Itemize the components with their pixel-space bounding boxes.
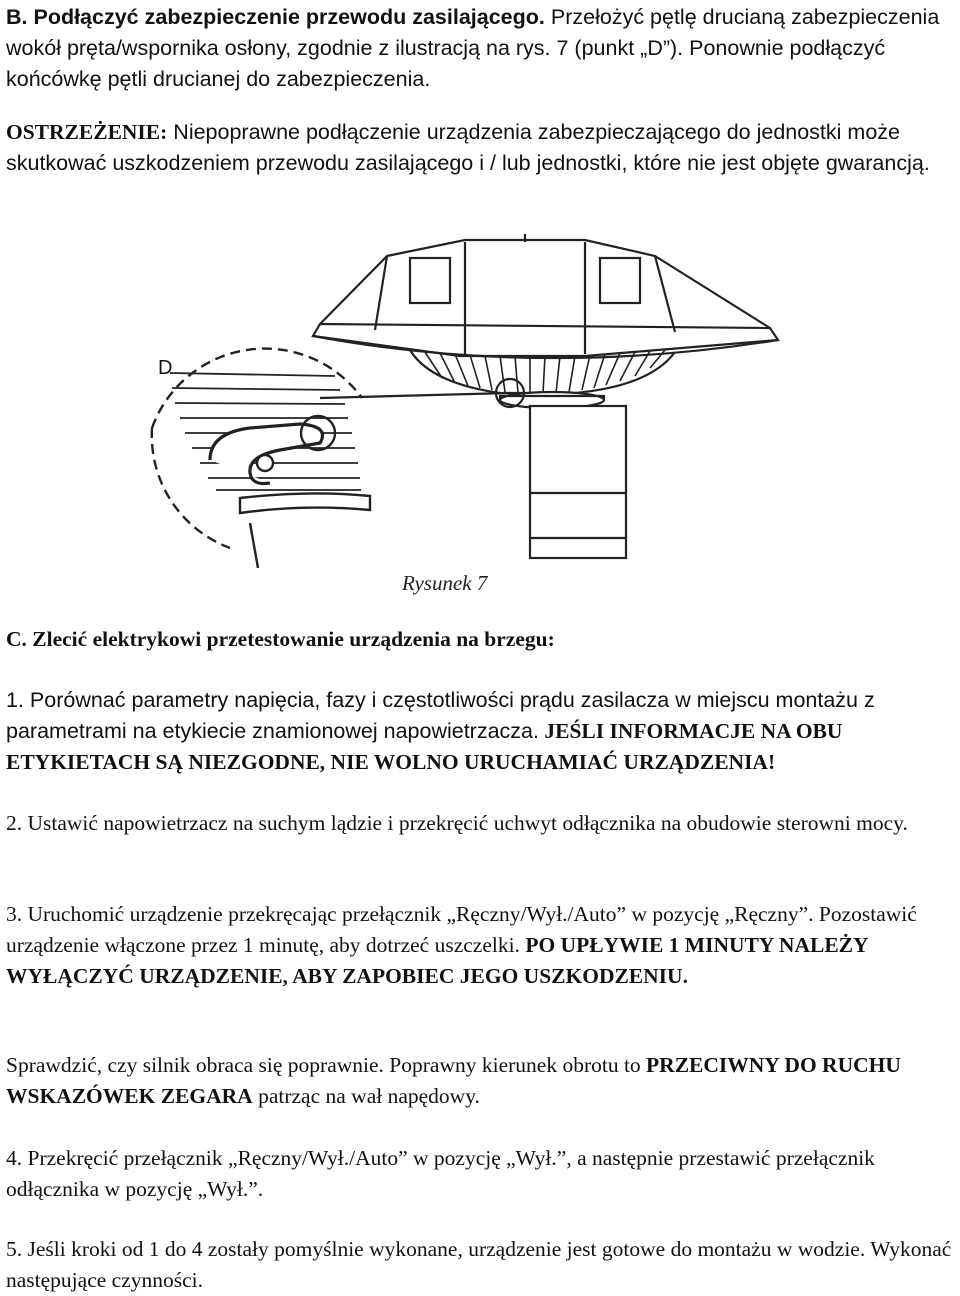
figure-caption: Rysunek 7: [402, 571, 488, 595]
aerator-illustration: [130, 228, 820, 568]
rotation-direction: PRZECIWNY DO RUCHU WSKAZÓWEK ZEGARA: [6, 1053, 901, 1108]
step-1-warning: JEŚLI INFORMACJE NA OBU ETYKIETACH SĄ NIEZGODNE, NIE WOLNO URUCHAMIAĆ URZĄDZENIA!: [6, 719, 843, 774]
warning-paragraph: [6, 117, 956, 179]
rotation-check-text: Sprawdzić, czy silnik obraca się poprawnie. Poprawny kierunek obrotu to: [6, 1053, 641, 1077]
step-5-text: 5. Jeśli kroki od 1 do 4 zostały pomyślnie wykonane, urządzenie jest gotowe do montażu w wodzie. Wykonać następujące czynności.: [6, 1237, 952, 1292]
step-2: [6, 808, 956, 839]
section-b: [6, 2, 956, 95]
warning-label: OSTRZEŻENIE:: [6, 120, 168, 144]
step-2-text: 2. Ustawić napowietrzacz na suchym lądzie i przekręcić uchwyt odłącznika na obudowie sterowni mocy.: [6, 811, 908, 835]
step-3: [6, 899, 956, 992]
section-b-text: Przełożyć pętlę drucianą zabezpieczenia wokół pręta/wspornika osłony, zgodnie z ilustracją na rys. 7 (punkt „D”). Ponownie podłączyć końcówkę pętli drucianej do zabezpieczenia.: [6, 5, 940, 91]
section-b-heading: B. Podłączyć zabezpieczenie przewodu zasilającego.: [6, 5, 545, 29]
warning-text: Niepoprawne podłączenie urządzenia zabezpieczającego do jednostki może skutkować uszkodzeniem przewodu zasilającego i / lub jednostki, które nie jest objęte gwarancją.: [6, 120, 930, 175]
step-5: [6, 1234, 956, 1296]
detail-label: D: [158, 357, 173, 379]
rotation-check-tail: patrząc na wał napędowy.: [258, 1084, 480, 1108]
rotation-check: [6, 1050, 956, 1112]
step-4: [6, 1143, 956, 1205]
step-1: [6, 685, 956, 778]
section-c-heading: [6, 624, 956, 655]
step-4-text: 4. Przekręcić przełącznik „Ręczny/Wył./Auto” w pozycję „Wył.”, a następnie przestawić przełącznik odłącznika w pozycję „Wył.”.: [6, 1146, 875, 1201]
step-3-warning: PO UPŁYWIE 1 MINUTY NALEŻY WYŁĄCZYĆ URZĄDZENIE, ABY ZAPOBIEC JEGO USZKODZENIU.: [6, 933, 868, 988]
step-1-text: 1. Porównać parametry napięcia, fazy i częstotliwości prądu zasilacza w miejscu montażu z parametrami na etykiecie znamionowej napowietrzacza.: [6, 688, 875, 743]
step-3-text: 3. Uruchomić urządzenie przekręcając przełącznik „Ręczny/Wył./Auto” w pozycję „Ręczny”. Pozostawić urządzenie włączone przez 1 minutę, aby dotrzeć uszczelki.: [6, 902, 917, 957]
section-c-title: C. Zlecić elektrykowi przetestowanie urządzenia na brzegu:: [6, 627, 555, 651]
